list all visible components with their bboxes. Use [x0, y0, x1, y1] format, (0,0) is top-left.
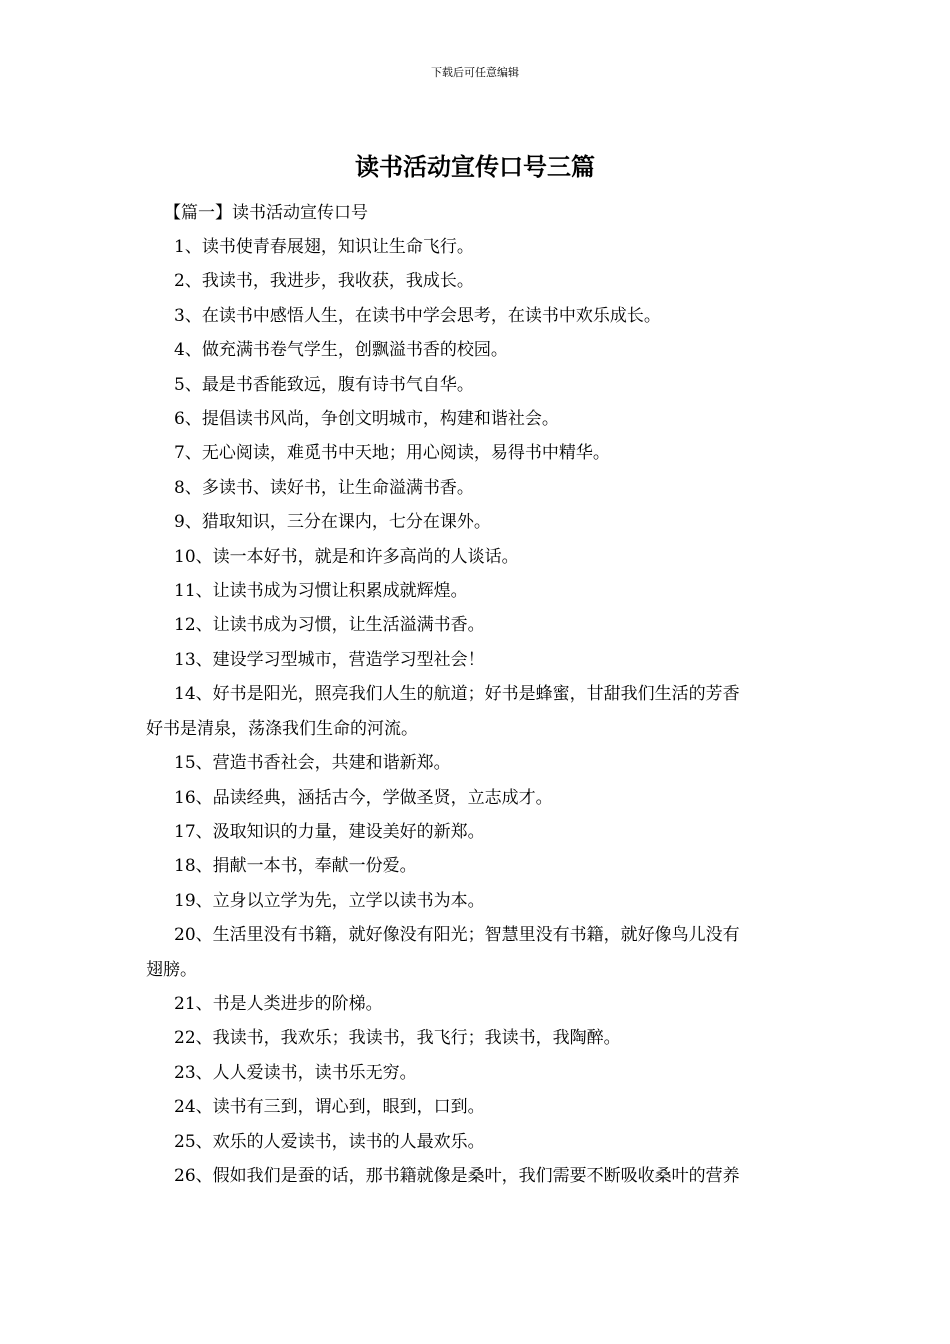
slogan-item: 25、欢乐的人爱读书，读书的人最欢乐。 — [174, 1131, 485, 1152]
slogan-item: 13、建设学习型城市，营造学习型社会！ — [174, 649, 485, 670]
slogan-list — [146, 230, 808, 1193]
page-header: 下载后可任意编辑 — [431, 66, 519, 79]
slogan-item: 4、做充满书卷气学生，创飘溢书香的校园。 — [174, 340, 508, 361]
slogan-line-continuation: 好书是清泉，荡涤我们生命的河流。 — [146, 718, 418, 739]
slogan-item: 21、书是人类进步的阶梯。 — [174, 993, 383, 1014]
slogan-item: 10、读一本好书，就是和许多高尚的人谈话。 — [174, 546, 519, 567]
slogan-item: 17、汲取知识的力量，建设美好的新郑。 — [174, 821, 485, 842]
slogan-line-continuation: 翅膀。 — [146, 959, 197, 980]
slogan-item: 15、营造书香社会，共建和谐新郑。 — [174, 753, 451, 774]
document-title: 读书活动宣传口号三篇 — [355, 152, 595, 181]
slogan-item: 11、让读书成为习惯让积累成就辉煌。 — [174, 581, 468, 602]
slogan-item: 20、生活里没有书籍，就好像没有阳光；智慧里没有书籍，就好像鸟儿没有 — [174, 925, 740, 946]
slogan-item: 19、立身以立学为先，立学以读书为本。 — [174, 890, 485, 911]
slogan-item: 8、多读书、读好书，让生命溢满书香。 — [174, 477, 474, 498]
slogan-item: 2、我读书，我进步，我收获，我成长。 — [174, 271, 474, 292]
section-heading: 【篇一】读书活动宣传口号 — [164, 203, 368, 223]
slogan-item: 18、捐献一本书，奉献一份爱。 — [174, 856, 417, 877]
slogan-item: 14、好书是阳光，照亮我们人生的航道；好书是蜂蜜，甘甜我们生活的芳香 — [174, 684, 740, 705]
slogan-item: 22、我读书，我欢乐；我读书，我飞行；我读书，我陶醉。 — [174, 1028, 621, 1049]
slogan-item: 9、猎取知识，三分在课内，七分在课外。 — [174, 512, 491, 533]
slogan-item: 12、让读书成为习惯，让生活溢满书香。 — [174, 615, 485, 636]
slogan-item: 6、提倡读书风尚，争创文明城市，构建和谐社会。 — [174, 409, 559, 430]
slogan-item: 26、假如我们是蚕的话，那书籍就像是桑叶，我们需要不断吸收桑叶的营养 — [174, 1165, 740, 1186]
document-body — [146, 196, 808, 1193]
slogan-item: 24、读书有三到，谓心到，眼到，口到。 — [174, 1097, 485, 1118]
slogan-item: 5、最是书香能致远，腹有诗书气自华。 — [174, 374, 474, 395]
slogan-item: 7、无心阅读，难觅书中天地；用心阅读，易得书中精华。 — [174, 443, 610, 464]
slogan-item: 16、品读经典，涵括古今，学做圣贤，立志成才。 — [174, 787, 553, 808]
slogan-item: 3、在读书中感悟人生，在读书中学会思考，在读书中欢乐成长。 — [174, 305, 661, 326]
slogan-item: 23、人人爱读书，读书乐无穷。 — [174, 1062, 417, 1083]
slogan-item: 1、读书使青春展翅，知识让生命飞行。 — [174, 237, 474, 257]
